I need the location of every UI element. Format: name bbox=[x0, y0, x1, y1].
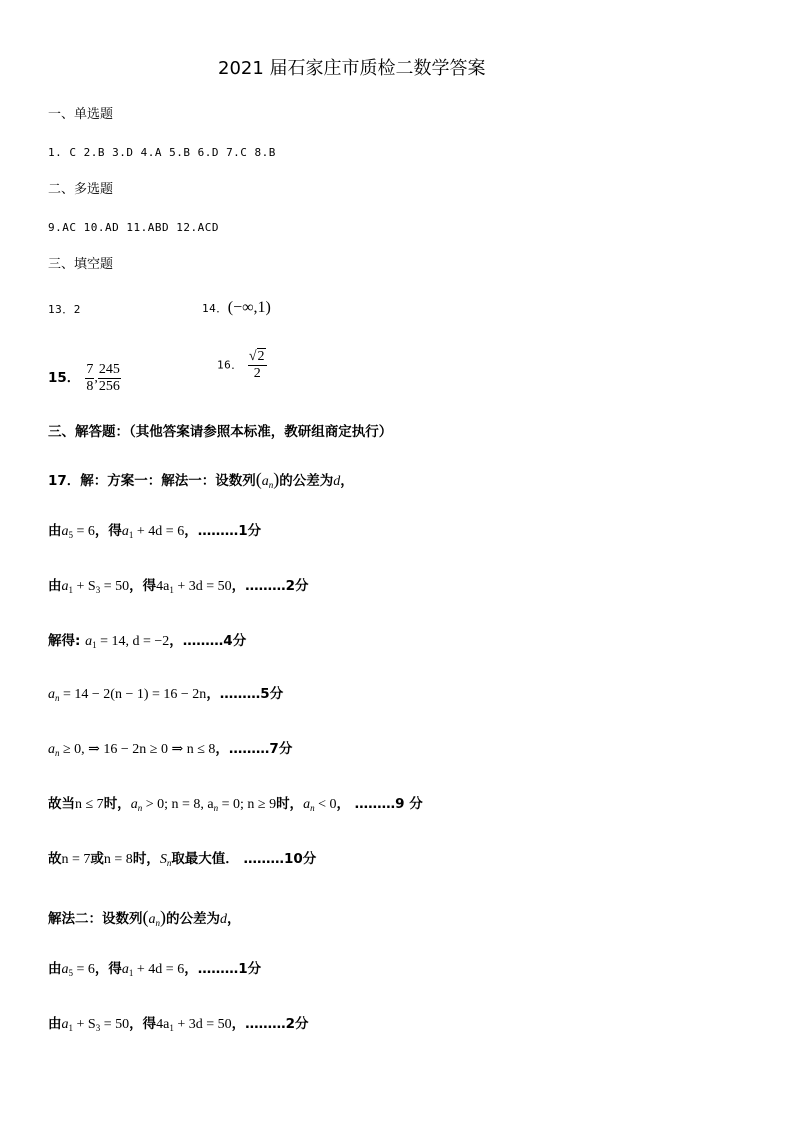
math: + 3d = 50 bbox=[173, 1017, 232, 1032]
text: 时， bbox=[132, 851, 160, 867]
sqrt-icon: √ bbox=[248, 349, 257, 364]
text: 解法二：设数列 bbox=[48, 911, 143, 927]
q17-line-6 bbox=[48, 743, 292, 758]
q17-line-10 bbox=[48, 963, 261, 978]
text: 故当 bbox=[48, 796, 75, 812]
math-sub: n bbox=[213, 803, 219, 813]
math: d bbox=[333, 474, 341, 489]
math-sub: 5 bbox=[68, 968, 73, 978]
q17-line-11 bbox=[48, 1018, 309, 1033]
text: 取最大值． ………10分 bbox=[171, 851, 317, 867]
q17-line-2 bbox=[48, 525, 261, 540]
text: 解得: bbox=[48, 633, 86, 649]
q17-line-8 bbox=[48, 853, 316, 868]
math: a bbox=[85, 634, 93, 649]
math: a bbox=[121, 524, 129, 539]
math: + 4d = 6 bbox=[133, 524, 185, 539]
math: a bbox=[148, 912, 156, 927]
math: = 6 bbox=[73, 962, 95, 977]
math: = 0; n ≥ 9 bbox=[218, 797, 277, 812]
math-sub: n bbox=[137, 803, 143, 813]
text: 时， bbox=[103, 796, 131, 812]
q17-line-5 bbox=[48, 688, 283, 703]
math: 4a bbox=[156, 1017, 170, 1032]
math: a bbox=[61, 524, 69, 539]
q15-f2-den: 256 bbox=[98, 379, 120, 395]
math: a bbox=[48, 742, 55, 757]
math-sub: 1 bbox=[92, 640, 97, 650]
q16-label: 16． bbox=[217, 358, 243, 372]
math-sub: n bbox=[268, 480, 274, 490]
q14-answer bbox=[202, 299, 271, 316]
text: 17．解：方案一：解法一：设数列 bbox=[48, 473, 256, 489]
math: + 3d = 50 bbox=[173, 579, 232, 594]
math: = 50 bbox=[100, 579, 130, 594]
math-sub: 3 bbox=[95, 585, 101, 595]
text: ，得 bbox=[94, 523, 122, 539]
text: ，………2分 bbox=[231, 578, 309, 594]
single-choice-answers: 1. C 2.B 3.D 4.A 5.B 6.D 7.C 8.B bbox=[48, 146, 276, 159]
math-sub: 1 bbox=[169, 585, 174, 595]
math: + S bbox=[73, 1017, 96, 1032]
section-heading-multi-choice: 二、多选题 bbox=[48, 182, 114, 197]
q15-f2-num: 245 bbox=[98, 362, 121, 379]
math: S bbox=[159, 852, 167, 867]
math: a bbox=[303, 797, 311, 812]
text: 的公差为 bbox=[279, 473, 334, 489]
math: a bbox=[121, 962, 129, 977]
math: n = 8 bbox=[103, 852, 133, 867]
math: 4a bbox=[156, 579, 170, 594]
math: a bbox=[61, 1017, 69, 1032]
math-sub: n bbox=[310, 803, 315, 813]
text: ，………7分 bbox=[215, 741, 293, 757]
section-heading-single-choice: 一、单选题 bbox=[48, 107, 114, 122]
math: > 0; n = 8, a bbox=[142, 797, 214, 812]
math-sub: 3 bbox=[95, 1023, 101, 1033]
math: a bbox=[130, 797, 138, 812]
q13-answer bbox=[48, 304, 81, 315]
q14-label: 14． bbox=[202, 302, 228, 315]
q17-line-9: 解法二：设数列$(a_n)$的公差为d， bbox=[48, 907, 241, 928]
text: ，………4分 bbox=[169, 633, 247, 649]
math-sub: n bbox=[55, 693, 60, 703]
text: ，得 bbox=[94, 961, 122, 977]
math: n = 7 bbox=[61, 852, 91, 867]
q15-sep: , bbox=[94, 370, 98, 386]
q17-line-4 bbox=[48, 635, 246, 650]
text: ，………5分 bbox=[206, 686, 284, 702]
math: ≥ 0, ⇒ 16 − 2n ≥ 0 ⇒ n ≤ 8 bbox=[59, 742, 216, 757]
q16-answer bbox=[217, 348, 267, 382]
q15-f1-den: 8 bbox=[86, 379, 94, 395]
text: 由 bbox=[48, 523, 62, 539]
math: = 14, d = −2 bbox=[96, 634, 170, 649]
q16-num bbox=[248, 348, 267, 366]
text: 时， bbox=[276, 796, 304, 812]
math: = 50 bbox=[100, 1017, 130, 1032]
math: a bbox=[48, 687, 55, 702]
q15-answer bbox=[48, 362, 121, 395]
q17-line-3 bbox=[48, 580, 309, 595]
text: ，………1分 bbox=[184, 523, 262, 539]
q17-line-1: 17．解：方案一：解法一：设数列$(a_n)$的公差为d， bbox=[48, 469, 354, 490]
text: 由 bbox=[48, 961, 62, 977]
q15-f1-num: 7 bbox=[85, 362, 94, 379]
math: n ≤ 7 bbox=[75, 797, 104, 812]
math-sub: n bbox=[55, 748, 60, 758]
math-sub: 1 bbox=[128, 968, 134, 978]
q14-value: (−∞,1) bbox=[227, 299, 271, 316]
text: ，得 bbox=[129, 578, 157, 594]
q13-label: 13． bbox=[48, 303, 74, 316]
q13-value: 2 bbox=[73, 303, 81, 316]
math-sub: 1 bbox=[169, 1023, 174, 1033]
math: = 14 − 2(n − 1) = 16 − 2n bbox=[59, 687, 207, 702]
q16-fraction bbox=[248, 348, 267, 382]
text: ，得 bbox=[129, 1016, 157, 1032]
math-sub: 5 bbox=[68, 530, 73, 540]
math-sub: 1 bbox=[68, 585, 73, 595]
math: = 6 bbox=[73, 524, 95, 539]
math-sub: 1 bbox=[68, 1023, 73, 1033]
text: 或 bbox=[90, 851, 104, 867]
section-heading-solutions: 三、解答题：（其他答案请参照本标准，教研组商定执行） bbox=[48, 424, 393, 440]
q16-radicand: 2 bbox=[257, 349, 265, 364]
math: d bbox=[220, 912, 227, 927]
math: a bbox=[61, 962, 69, 977]
text: ， bbox=[340, 473, 354, 489]
math-sub: n bbox=[155, 918, 160, 928]
math: + S bbox=[73, 579, 96, 594]
q17-line-7 bbox=[48, 798, 423, 813]
math: a bbox=[261, 474, 269, 489]
text: 由 bbox=[48, 578, 62, 594]
math: + 4d = 6 bbox=[133, 962, 185, 977]
text: 故 bbox=[48, 851, 62, 867]
multi-choice-answers: 9.AC 10.AD 11.ABD 12.ACD bbox=[48, 221, 219, 234]
text: 的公差为 bbox=[166, 911, 220, 927]
page-title: 2021 届石家庄市质检二数学答案 bbox=[218, 58, 486, 79]
text: ，………2分 bbox=[231, 1016, 309, 1032]
math: < 0 bbox=[314, 797, 337, 812]
text: ， bbox=[227, 911, 241, 927]
math-sub: 1 bbox=[128, 530, 134, 540]
text: 由 bbox=[48, 1016, 62, 1032]
q16-den: 2 bbox=[253, 366, 261, 382]
text: ， ………9 分 bbox=[336, 796, 423, 812]
q15-fraction-2 bbox=[98, 362, 121, 395]
section-heading-fill-blank: 三、填空题 bbox=[48, 257, 114, 272]
q15-label: 15． bbox=[48, 369, 81, 386]
math: a bbox=[61, 579, 69, 594]
math-sub: n bbox=[166, 858, 172, 868]
text: ，………1分 bbox=[184, 961, 262, 977]
